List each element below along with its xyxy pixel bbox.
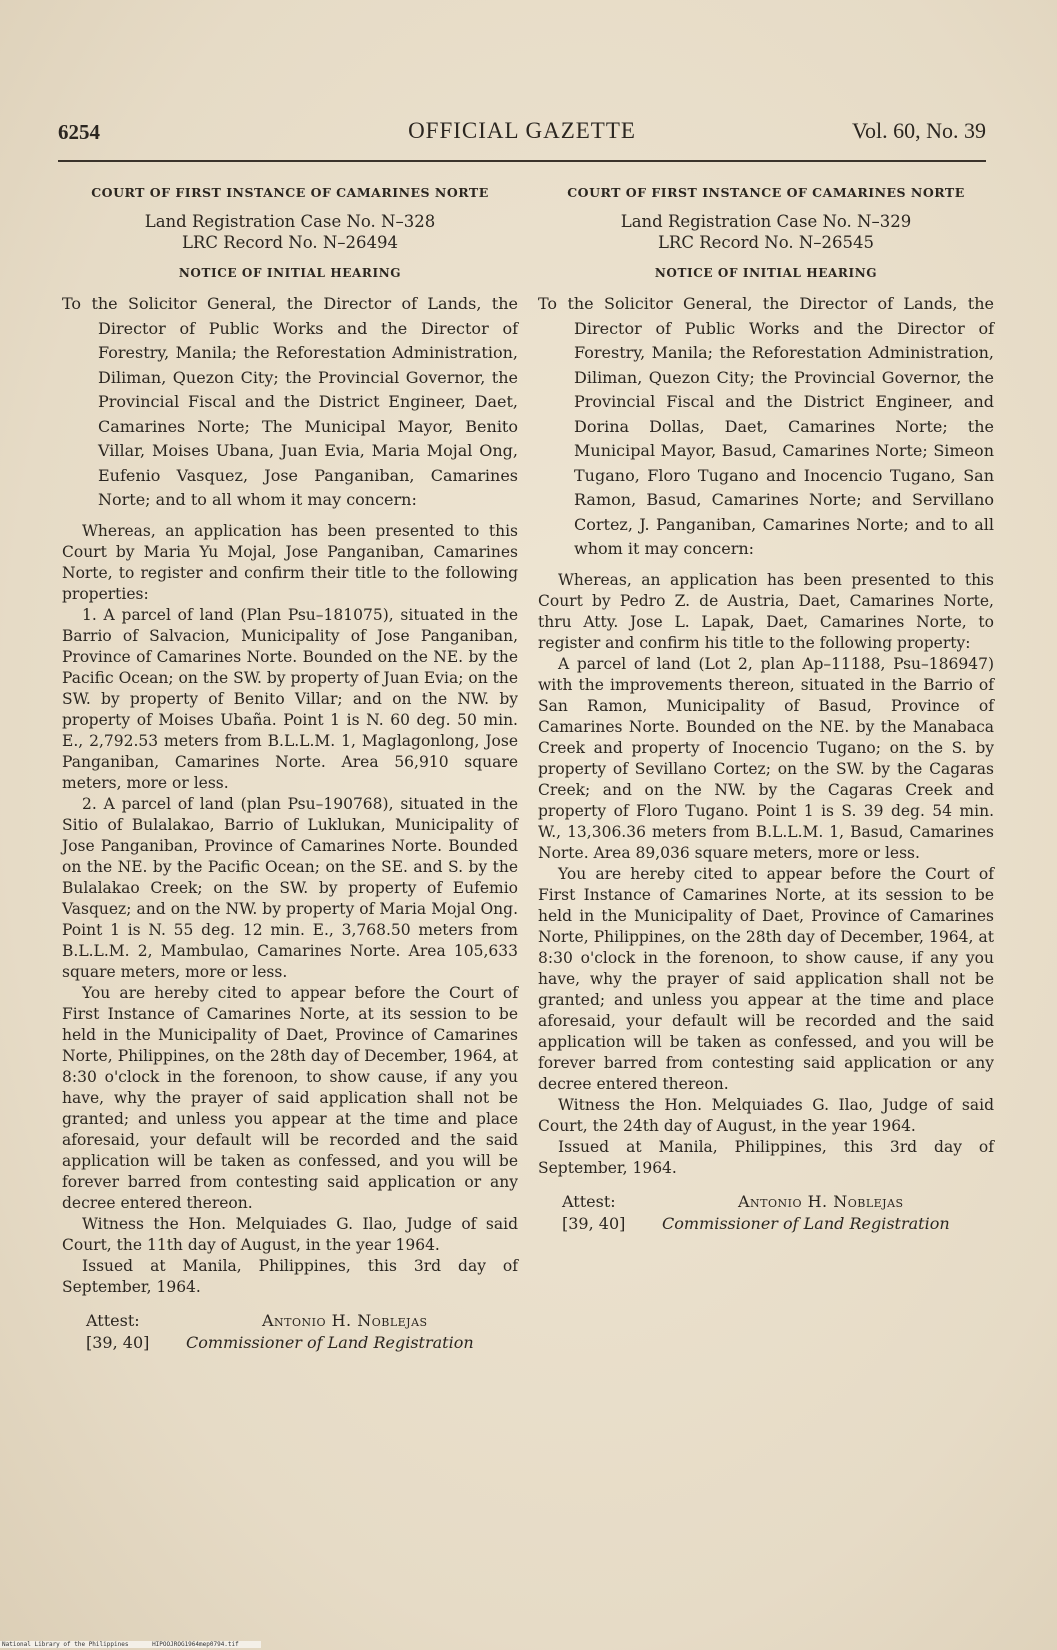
whereas-paragraph: Whereas, an application has been presented to this Court by Pedro Z. de Austria, Daet, Camarines Norte, thru Atty. Jose L. Lapak, Daet, Camarines Norte, to register and confirm his title to the following property: <box>538 570 994 652</box>
header-rule <box>58 160 986 162</box>
signatory-title: Commissioner of Land Registration <box>186 1332 474 1352</box>
issue-reference: [39, 40] <box>86 1332 150 1352</box>
parcel-1-paragraph: 1. A parcel of land (Plan Psu–181075), situated in the Barrio of Salvacion, Municipality of Jose Panganiban, Province of Camarines Norte. Bounded on the NE. by the Pacific Ocean; on the SW. by property of Juan Evia; on the SW. by property of Benito Villar; and on the NW. by property of Moises Ubaña. Point 1 is N. 60 deg. 50 min. E., 2,792.53 meters from B.L.L.M. 1, Maglagonlong, Jose Panganiban, Camarines Norte. Area 56,910 square meters, more or less. <box>62 605 518 792</box>
citation-paragraph: You are hereby cited to appear before the Court of First Instance of Camarines Norte, at its session to be held in the Municipality of Daet, Province of Camarines Norte, Philippines, on the 28th day of December, 1964, at 8:30 o'clock in the forenoon, to show cause, if any you have, why the prayer of said application shall not be granted; and unless you appear at the time and place aforesaid, your default will be recorded and the said application will be taken as confessed, and you will be forever barred from contesting said application or any decree entered thereon. <box>62 983 518 1212</box>
case-number: Land Registration Case No. N–329 <box>620 212 912 231</box>
attest-signatory: Antonio H. Noblejas <box>738 1191 904 1211</box>
attestation <box>62 1310 518 1354</box>
witness-paragraph: Witness the Hon. Melquiades G. Ilao, Judge of said Court, the 11th day of August, in the year 1964. <box>62 1214 518 1254</box>
notice-right-column <box>538 182 994 1235</box>
publication-title: OFFICIAL GAZETTE <box>408 118 636 143</box>
signatory-title: Commissioner of Land Registration <box>662 1213 950 1233</box>
court-heading: COURT OF FIRST INSTANCE OF CAMARINES NORTE <box>91 185 489 200</box>
attest-label: Attest: <box>86 1310 140 1330</box>
address-paragraph: To the Solicitor General, the Director of Lands, the Director of Public Works and the Director of Forestry, Manila; the Reforestation Administration, Diliman, Quezon City; the Provincial Governor, the Provincial Fiscal and the District Engineer, Daet, Camarines Norte; The Municipal Mayor, Benito Villar, Moises Ubana, Juan Evia, Maria Mojal Ong, Eufenio Vasquez, Jose Panganiban, Camarines Norte; and to all whom it may concern: <box>62 294 518 509</box>
parcel-2-paragraph: 2. A parcel of land (plan Psu–190768), situated in the Sitio of Bulalakao, Barrio of Luklukan, Municipality of Jose Panganiban, Province of Camarines Norte. Bounded on the NE. by the Pacific Ocean; on the SE. and S. by the Bulalakao Creek; on the SW. by property of Eufemio Vasquez; and on the NW. by property of Maria Mojal Ong. Point 1 is N. 55 deg. 12 min. E., 3,768.50 meters from B.L.L.M. 2, Mambulao, Camarines Norte. Area 105,633 square meters, more or less. <box>62 794 518 981</box>
notice-title: NOTICE OF INITIAL HEARING <box>654 266 878 280</box>
lrc-record: LRC Record No. N–26545 <box>657 233 875 252</box>
address-paragraph: To the Solicitor General, the Director of Lands, the Director of Public Works and the Director of Forestry, Manila; the Reforestation Administration, Diliman, Quezon City; the Provincial Governor, the Provincial Fiscal and the District Engineer, and Dorina Dollas, Daet, Camarines Norte; the Municipal Mayor, Basud, Camarines Norte; Simeon Tugano, Floro Tugano and Inocencio Tugano, San Ramon, Basud, Camarines Norte; and Servillano Cortez, J. Panganiban, Camarines Norte; and to all whom it may concern: <box>538 294 994 558</box>
case-number: Land Registration Case No. N–328 <box>144 212 436 231</box>
scan-filename: HIPOOJROG1964mep0794.tif <box>152 1641 239 1648</box>
attestation <box>538 1191 994 1235</box>
witness-paragraph: Witness the Hon. Melquiades G. Ilao, Judge of said Court, the 24th day of August, in the year 1964. <box>538 1095 994 1135</box>
court-heading: COURT OF FIRST INSTANCE OF CAMARINES NORTE <box>567 185 965 200</box>
library-credit: National Library of the Philippines <box>2 1641 129 1648</box>
volume-number: Vol. 60, No. 39 <box>851 118 986 143</box>
parcel-paragraph: A parcel of land (Lot 2, plan Ap–11188, Psu–186947) with the improvements thereon, situated in the Barrio of San Ramon, Municipality of Basud, Province of Camarines Norte. Bounded on the NE. by the Manabaca Creek and property of Inocencio Tugano; on the S. by property of Sevillano Cortez; on the SW. by the Cagaras Creek; and on the NW. by the Cagaras Creek and property of Floro Tugano. Point 1 is S. 39 deg. 54 min. W., 13,306.36 meters from B.L.L.M. 1, Basud, Camarines Norte. Area 89,036 square meters, more or less. <box>538 654 994 862</box>
citation-paragraph: You are hereby cited to appear before the Court of First Instance of Camarines Norte, at its session to be held in the Municipality of Daet, Province of Camarines Norte, Philippines, on the 28th day of December, 1964, at 8:30 o'clock in the forenoon, to show cause, if any you have, why the prayer of said application shall not be granted; and unless you appear at the time and place aforesaid, your default will be recorded and the said application will be taken as confessed, and you will be forever barred from contesting said application or any decree entered thereon. <box>538 864 994 1093</box>
notice-left-column <box>62 182 518 1354</box>
issued-paragraph: Issued at Manila, Philippines, this 3rd day of September, 1964. <box>538 1137 994 1177</box>
lrc-record: LRC Record No. N–26494 <box>181 233 399 252</box>
page-number: 6254 <box>58 120 100 144</box>
notice-title: NOTICE OF INITIAL HEARING <box>178 266 402 280</box>
issue-reference: [39, 40] <box>562 1213 626 1233</box>
issued-paragraph: Issued at Manila, Philippines, this 3rd day of September, 1964. <box>62 1256 518 1296</box>
whereas-paragraph: Whereas, an application has been presented to this Court by Maria Yu Mojal, Jose Panganiban, Camarines Norte, to register and confirm their title to the following properties: <box>62 521 518 603</box>
attest-signatory: Antonio H. Noblejas <box>262 1310 428 1330</box>
page-header <box>58 118 986 154</box>
scan-footer <box>0 1641 261 1648</box>
attest-label: Attest: <box>562 1191 616 1211</box>
